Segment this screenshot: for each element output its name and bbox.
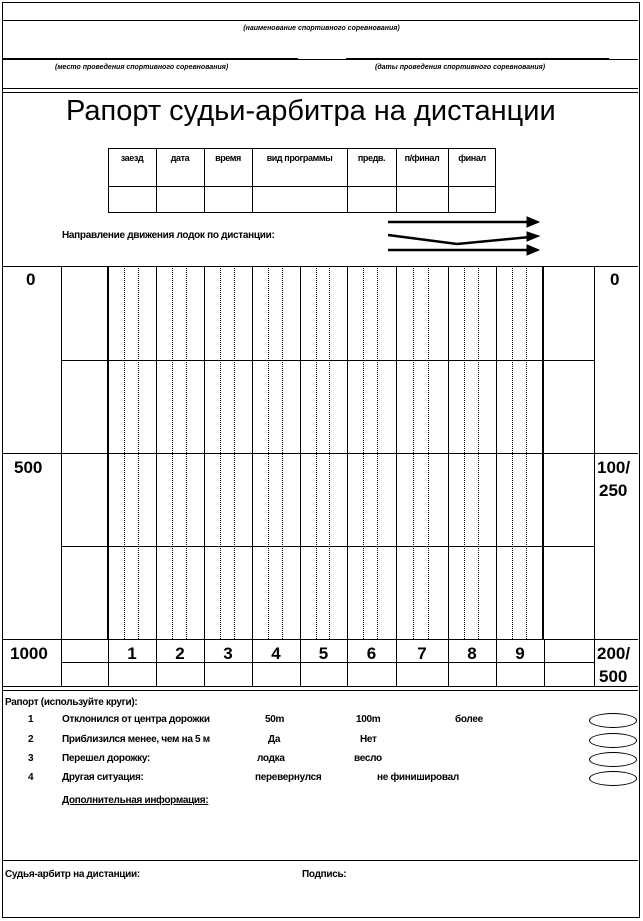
header-separator-1 <box>3 88 638 89</box>
report-item-option[interactable]: 100m <box>356 714 381 725</box>
lane-divider <box>300 266 301 686</box>
lane-number: 1 <box>127 644 137 663</box>
chart-bottom-line <box>3 686 638 687</box>
lane-dotted-line <box>329 266 330 639</box>
right-mark-250: 250 <box>599 481 628 500</box>
report-item-option[interactable]: не финишировал <box>377 772 459 783</box>
lane-dotted-line <box>172 266 173 639</box>
lane-dotted-line <box>220 266 221 639</box>
report-item-number: 1 <box>28 714 34 725</box>
lane-divider <box>204 266 205 686</box>
arrow-right-icon <box>388 245 539 255</box>
arrow-right-icon <box>388 217 539 227</box>
info-table-header-cell: финал <box>458 153 486 163</box>
answer-oval[interactable] <box>589 733 637 748</box>
right-mark-500: 500 <box>599 667 628 686</box>
judge-label: Судья-арбитр на дистанции: <box>5 869 140 880</box>
lane-dotted-line <box>363 266 364 639</box>
lane-number: 3 <box>223 644 233 663</box>
chart-right-col-border <box>594 266 595 686</box>
lane-dotted-line <box>186 266 187 639</box>
report-item-number: 2 <box>28 734 34 745</box>
info-table-value-cell[interactable] <box>347 187 396 213</box>
lane-divider <box>156 266 157 686</box>
header-separator-2 <box>3 92 638 93</box>
footer-separator <box>3 860 638 861</box>
info-table-header-cell: п/финал <box>404 153 440 163</box>
lane-divider <box>347 266 348 686</box>
page-title: Рапорт судьи-арбитра на дистанции <box>66 95 556 127</box>
chart-left-col-border <box>61 266 62 686</box>
info-table-value-cell[interactable] <box>156 187 204 213</box>
competition-name-line <box>3 20 638 21</box>
info-table-header-cell: предв. <box>357 153 386 163</box>
report-item-option[interactable]: перевернулся <box>255 772 322 783</box>
report-item-text: Приблизился менее, чем на 5 м <box>62 734 210 745</box>
signature-label: Подпись: <box>302 869 347 880</box>
info-table-header-cell: время <box>215 153 241 163</box>
answer-oval[interactable] <box>589 713 637 728</box>
lane-number: 6 <box>366 644 377 663</box>
report-item-option[interactable]: весло <box>354 753 382 764</box>
lane-dotted-line <box>478 266 479 639</box>
lane-dotted-line <box>464 266 465 639</box>
info-table-header-cell: заезд <box>120 153 144 163</box>
venue-field-line <box>3 58 298 59</box>
lane-dotted-line <box>526 266 527 639</box>
arrow-zigzag-icon <box>388 232 539 244</box>
competition-name-caption: (наименование спортивного соревнования) <box>243 25 400 32</box>
venue-caption: (место проведения спортивного соревнования) <box>55 64 229 71</box>
lane-number: 8 <box>467 644 477 663</box>
lane-dotted-line <box>413 266 414 639</box>
info-table-value-cell[interactable] <box>448 187 496 213</box>
lane-dotted-line <box>138 266 139 639</box>
info-table-value-cell[interactable] <box>396 187 448 213</box>
info-table-value-cell[interactable] <box>204 187 252 213</box>
lane-divider <box>496 266 497 686</box>
report-item-option[interactable]: Да <box>268 734 281 745</box>
direction-label: Направление движения лодок по дистанции: <box>62 230 275 241</box>
report-item-number: 4 <box>28 772 34 783</box>
report-item-option[interactable]: лодка <box>257 753 285 764</box>
dates-field-line <box>346 58 609 59</box>
lane-dotted-line <box>282 266 283 639</box>
report-item-text: Перешел дорожку: <box>62 753 151 764</box>
report-item-option[interactable]: более <box>455 714 483 725</box>
report-item-option[interactable]: 50m <box>265 714 285 725</box>
report-heading: Рапорт (используйте круги): <box>5 697 138 708</box>
left-mark-500: 500 <box>14 458 43 477</box>
lane-number: 5 <box>318 644 329 663</box>
left-mark-1000: 1000 <box>10 644 48 663</box>
answer-oval[interactable] <box>589 771 637 786</box>
lane-number: 9 <box>515 644 525 663</box>
info-table-value-cell[interactable] <box>108 187 156 213</box>
lane-divider <box>252 266 253 686</box>
info-table-header-cell: дата <box>170 153 190 163</box>
lane-dotted-line <box>512 266 513 639</box>
info-table-header-cell: вид программы <box>266 153 333 163</box>
lane-number: 2 <box>175 644 185 663</box>
lane-dotted-line <box>316 266 317 639</box>
lane-divider <box>544 639 545 686</box>
lane-dotted-line <box>377 266 378 639</box>
info-table-value-cell[interactable] <box>252 187 347 213</box>
right-mark-200: 200/ <box>597 644 631 663</box>
report-item-option[interactable]: Нет <box>360 734 377 745</box>
left-mark-0: 0 <box>26 270 36 289</box>
report-item-text: Отклонился от центра дорожки <box>62 714 210 725</box>
additional-info-label: Дополнительная информация: <box>62 795 209 806</box>
lane-number: 7 <box>417 644 427 663</box>
lane-divider <box>448 266 449 686</box>
direction-arrows <box>385 214 545 258</box>
report-separator <box>3 690 638 691</box>
report-item-text: Другая ситуация: <box>62 772 144 783</box>
right-mark-100: 100/ <box>597 458 631 477</box>
lane-divider <box>396 266 397 686</box>
lane-dotted-line <box>268 266 269 639</box>
lane-dotted-line <box>124 266 125 639</box>
right-mark-0: 0 <box>610 270 620 289</box>
lane-dotted-line <box>234 266 235 639</box>
venue-line-top <box>3 59 638 60</box>
lane-dotted-line <box>428 266 429 639</box>
answer-oval[interactable] <box>589 752 637 767</box>
lane-number: 4 <box>271 644 281 663</box>
dates-caption: (даты проведения спортивного соревнования) <box>375 64 546 71</box>
chart-line-1000 <box>3 639 638 640</box>
report-item-number: 3 <box>28 753 34 764</box>
